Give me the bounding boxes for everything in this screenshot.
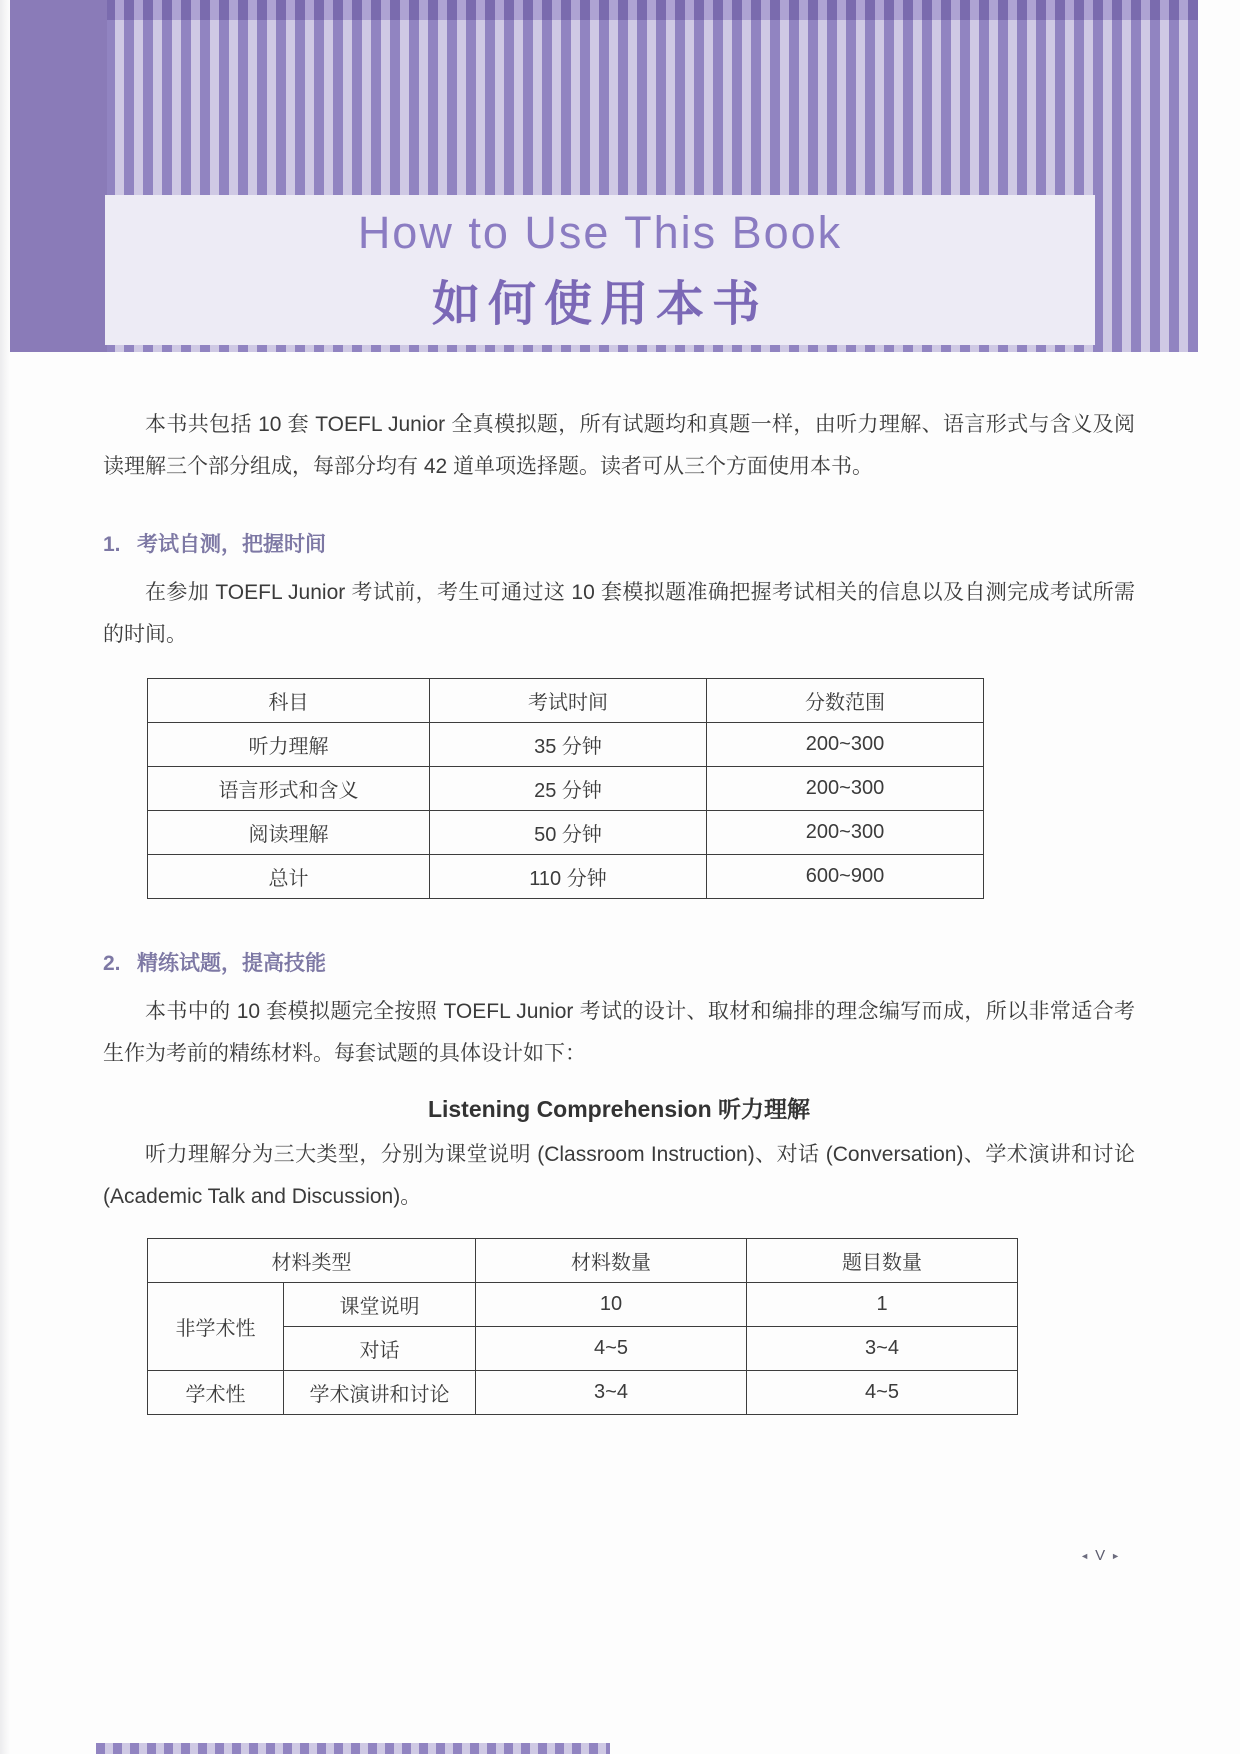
listening-subheading: Listening Comprehension 听力理解 <box>427 1096 811 1122</box>
table-cell: 25 分钟 <box>430 767 707 811</box>
page-content <box>0 404 1240 1415</box>
table-cell: 3~4 <box>476 1371 747 1415</box>
section-1-title: 考试自测，把握时间 <box>137 533 326 556</box>
table-header-cell: 材料数量 <box>476 1239 747 1283</box>
table-cell: 110 分钟 <box>430 855 707 899</box>
table-cell: 600~900 <box>707 855 984 899</box>
table-header-cell: 科目 <box>148 679 430 723</box>
left-triangle-icon: ◄ <box>1080 1550 1092 1561</box>
table-header-cell: 题目数量 <box>747 1239 1018 1283</box>
table-cell: 听力理解 <box>148 723 430 767</box>
page-title-zh: 如何使用本书 <box>431 277 768 331</box>
page-title-en: How to Use This Book <box>357 206 843 258</box>
table-cell: 学术演讲和讨论 <box>284 1371 476 1415</box>
section-2-heading <box>103 947 1240 977</box>
section-1-number: 1. <box>103 533 121 556</box>
table-row <box>148 1371 1018 1415</box>
intro-paragraph: 本书共包括 10 套 TOEFL Junior 全真模拟题，所有试题均和真题一样，由听力理解、语言形式与含义及阅读理解三个部分组成，每部分均有 42 道单项选择题。读者可从三个方面使用本书。 <box>103 413 1135 478</box>
table-header-row <box>148 679 984 723</box>
section-2-title: 精练试题，提高技能 <box>137 952 326 975</box>
table-cell: 4~5 <box>476 1327 747 1371</box>
section-2-paragraph: 本书中的 10 套模拟题完全按照 TOEFL Junior 考试的设计、取材和编排的理念编写而成，所以非常适合考生作为考前的精练材料。每套试题的具体设计如下： <box>103 1000 1135 1065</box>
table-header-cell: 材料类型 <box>148 1239 476 1283</box>
table-cell: 对话 <box>284 1327 476 1371</box>
page-number-value: V <box>1095 1547 1108 1564</box>
exam-info-table <box>147 678 984 899</box>
section-1-paragraph: 在参加 TOEFL Junior 考试前，考生可通过这 10 套模拟题准确把握考试相关的信息以及自测完成考试所需的时间。 <box>103 581 1135 646</box>
header-banner <box>10 0 1198 352</box>
striped-pattern-top <box>10 0 1198 20</box>
solid-purple-column <box>10 0 107 352</box>
bottom-striped-strip <box>96 1743 610 1754</box>
table-cell: 语言形式和含义 <box>148 767 430 811</box>
table-cell: 总计 <box>148 855 430 899</box>
table-cell: 课堂说明 <box>284 1283 476 1327</box>
table-row <box>148 767 984 811</box>
table-cell-category: 非学术性 <box>148 1283 284 1371</box>
table-row <box>148 1283 1018 1327</box>
table-cell: 35 分钟 <box>430 723 707 767</box>
right-triangle-icon: ► <box>1111 1550 1122 1561</box>
table-header-cell: 考试时间 <box>430 679 707 723</box>
table-row <box>148 723 984 767</box>
table-row <box>148 855 984 899</box>
section-2-number: 2. <box>103 952 121 975</box>
table-row <box>148 811 984 855</box>
table-header-cell: 分数范围 <box>707 679 984 723</box>
table-cell: 200~300 <box>707 767 984 811</box>
page-number <box>1080 1547 1122 1564</box>
section-1-heading <box>103 528 1240 558</box>
listening-materials-table <box>147 1238 1018 1415</box>
listening-paragraph: 听力理解分为三大类型，分别为课堂说明 (Classroom Instruction)、对话 (Conversation)、学术演讲和讨论 (Academic Talk and Discussion)。 <box>103 1143 1135 1208</box>
table-cell: 阅读理解 <box>148 811 430 855</box>
table-cell: 3~4 <box>747 1327 1018 1371</box>
title-box <box>105 195 1095 345</box>
table-cell: 10 <box>476 1283 747 1327</box>
table-cell: 1 <box>747 1283 1018 1327</box>
table-cell: 4~5 <box>747 1371 1018 1415</box>
table-header-row <box>148 1239 1018 1283</box>
table-cell: 200~300 <box>707 723 984 767</box>
table-cell: 200~300 <box>707 811 984 855</box>
table-cell: 50 分钟 <box>430 811 707 855</box>
table-cell-category: 学术性 <box>148 1371 284 1415</box>
